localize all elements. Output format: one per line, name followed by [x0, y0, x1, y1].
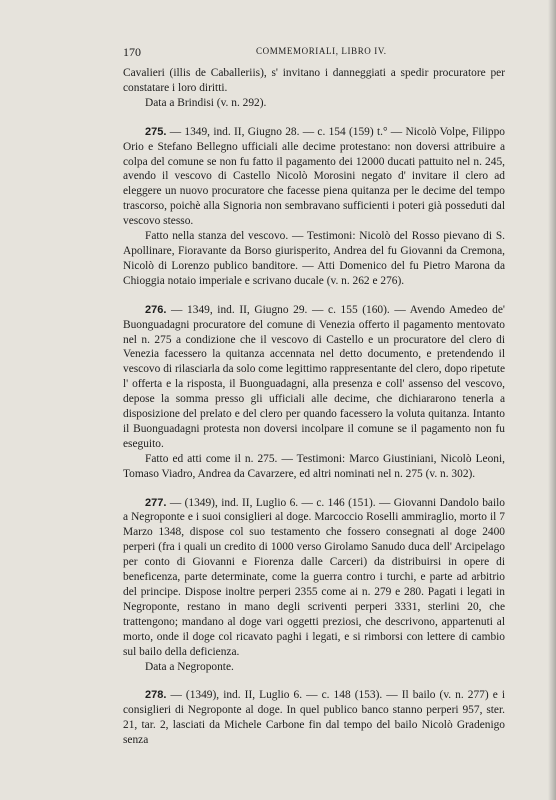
paragraph-5: Fatto ed atti come il n. 275. — Testimoni: Marco Giustiniani, Nicolò Leoni, Tomaso Viadro, Andrea da Cavarzere, ed altri nominati nel n. 275 (v. n. 302). [123, 452, 505, 480]
entry-number: 275. [145, 125, 167, 138]
entry-number: 278. [145, 689, 167, 702]
paragraph-0: Cavalieri (illis de Caballeriis), s' invitano i danneggiati a spedir procuratore per constatare i loro diritti. [123, 67, 505, 94]
paragraph-7: Data a Negroponte. [145, 660, 234, 673]
entry-number: 277. [145, 496, 167, 509]
page-number: 170 [123, 45, 141, 59]
entry-275: 275. — 1349, ind. II, Giugno 28. — c. 154 (159) t.° — Nicolò Volpe, Filippo Orio e Stefano Bellegno ufficiali alle decime protestano: non doversi attribuire a colpa del comune se non fu fatto il pagamento dei 12000 ducati pattuito nel n. 245, avendo il vescovo di Castello Nicolò Morosini negato d' invitare il clero ad eleggere un nuovo procuratore che facesse piena quitanza per le decime del tempo trascorso, poichè alla Signoria non sembravano sufficienti i poteri già posseduti dal vescovo stesso. [123, 125, 505, 228]
page-body [123, 66, 505, 748]
page-header [123, 45, 503, 61]
paragraph-3: Fatto nella stanza del vescovo. — Testimoni: Nicolò del Rosso pievano di S. Apollinare, Fioravante da Borso giurisperito, Andrea del fu Giovanni da Cremona, Nicolò di Lorenzo publico banditore. — Atti Domenico del fu Pietro Marona da Chioggia notaio imperiale e scrivano ducale (v. n. 262 e 276). [123, 230, 505, 287]
entry-276: 276. — 1349, ind. II, Giugno 29. — c. 155 (160). — Avendo Amedeo de' Buonguadagni procuratore del comune di Venezia offerto il pagamento mentovato nel n. 275 a condizione che il vescovo di Castello e un procuratore del clero di Venezia facessero la quitanza accennata nel detto documento, e pretendendo il vescovo di rilasciarla da solo come legittimo rappresentante del clero, dopo ripetute l' offerta e la risposta, il Buonguadagni, alla presenza e coll' assenso del vescovo, depose la somma presso gli ufficiali alle decime, che dichiararono tenerla a disposizione del prelato e del clero per quando facessero la voluta quitanza. Intanto il Buonguadagni protesta non doversi incolpare il comune se il pagamento non fu eseguito. [123, 303, 505, 450]
entry-278: 278. — (1349), ind. II, Luglio 6. — c. 148 (153). — Il bailo (v. n. 277) e i consiglieri di Negroponte al doge. In quel publico banco stanno perperi 957, ster. 21, tar. 2, lasciati da Michele Carbone fin dal tempo del bailo Nicolò Gradenigo senza [123, 689, 505, 747]
entry-number: 276. [145, 303, 167, 316]
running-head: COMMEMORIALI, LIBRO IV. [256, 46, 387, 56]
entry-277: 277. — (1349), ind. II, Luglio 6. — c. 146 (151). — Giovanni Dandolo bailo a Negroponte e i suoi consiglieri al doge. Marcoccio Roselli ammiraglio, morto il 7 Marzo 1348, dispose col suo testamento che fossero consegnati al doge 2400 perperi (fra i quali un credito di 1000 verso Girolamo Sanudo duca dell' Arcipelago per conto di Giovanni e Fiorenza dalle Carceri) da distribuirsi in opere di beneficenza, parte determinate, come la guerra contro i turchi, e parte ad arbitrio del principe. Dispose inoltre perperi 2355 come ai n. 279 e 280. Pagati i legati in Negroponte, restano in mano degli scriventi perperi 3331, sterlini 20, che trattengono; mandano al doge vari oggetti preziosi, che descrivono, appartenuti al morto, onde il doge col ricavato paghi i legati, e si rimborsi con lettere di cambio sul bailo della deficienza. [123, 496, 505, 658]
paragraph-1: Data a Brindisi (v. n. 292). [145, 96, 267, 109]
